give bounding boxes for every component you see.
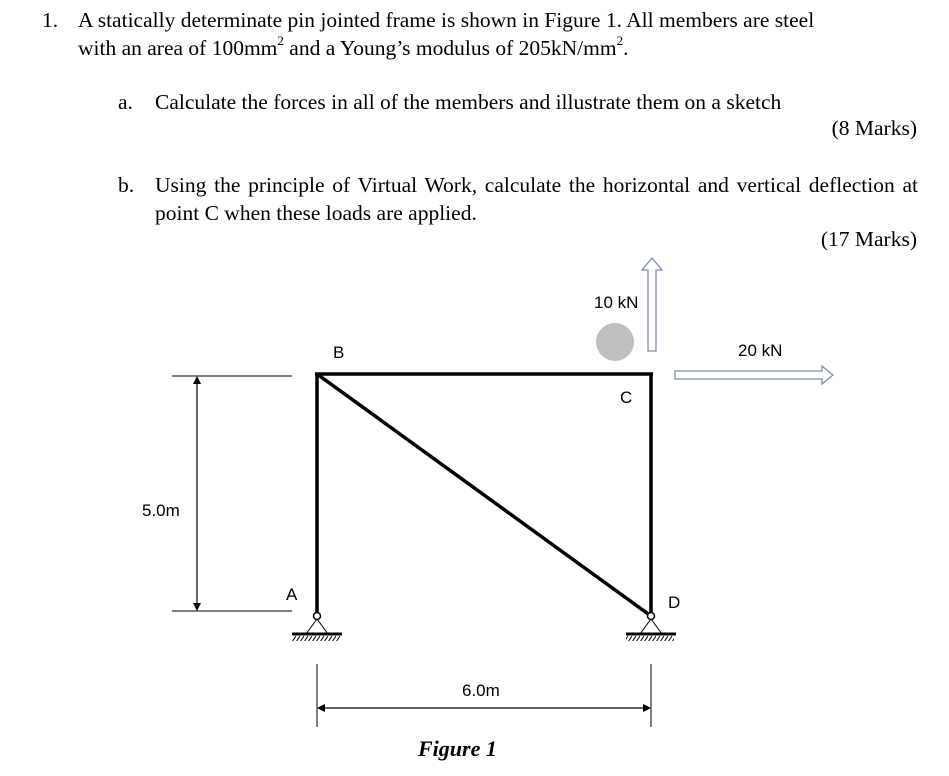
figure-caption: Figure 1: [418, 736, 497, 761]
vertical-load-label: 10 kN: [594, 293, 639, 312]
arrowhead-icon: [193, 603, 201, 611]
node-label-c: C: [620, 388, 633, 407]
part-a-text: Calculate the forces in all of the members and illustrate them on a sketch: [155, 90, 782, 114]
span-label: 6.0m: [462, 681, 500, 700]
question-text-line2a: with an area of 100mm: [78, 36, 278, 60]
node-label-a: A: [286, 585, 298, 604]
horizontal-load-label: 20 kN: [738, 341, 783, 360]
superscript: 2: [277, 32, 284, 48]
part-b-text: Using the principle of Virtual Work, calculate the horizontal and vertical deflection at point C when these loads are applied.: [155, 173, 918, 225]
grey-circle-marker: [596, 323, 634, 361]
question-text-line2b: and a Young’s modulus of 205kN/mm: [283, 36, 617, 60]
superscript: 2: [616, 32, 624, 48]
question-text-line1: A statically determinate pin jointed frame is shown in Figure 1. All members are steel: [78, 8, 815, 32]
member-bd: [317, 374, 651, 616]
part-a-marks: (8 Marks): [831, 116, 917, 140]
height-dimension: [172, 376, 292, 611]
part-b-marks: (17 Marks): [820, 227, 917, 251]
arrowhead-icon: [317, 704, 325, 712]
part-a-label: a.: [118, 90, 133, 114]
pin-support-a-icon: [292, 613, 342, 642]
pin-support-d-icon: [626, 613, 676, 642]
arrowhead-icon: [643, 704, 651, 712]
question-number: 1.: [42, 8, 59, 32]
node-label-b: B: [333, 343, 345, 362]
horizontal-load-arrow-icon: [675, 366, 833, 384]
part-b-label: b.: [118, 173, 135, 197]
node-label-d: D: [668, 593, 681, 612]
question-text-line2c: .: [623, 36, 629, 60]
vertical-load-arrow-icon: [642, 258, 662, 351]
height-label: 5.0m: [142, 501, 180, 520]
arrowhead-icon: [193, 376, 201, 384]
